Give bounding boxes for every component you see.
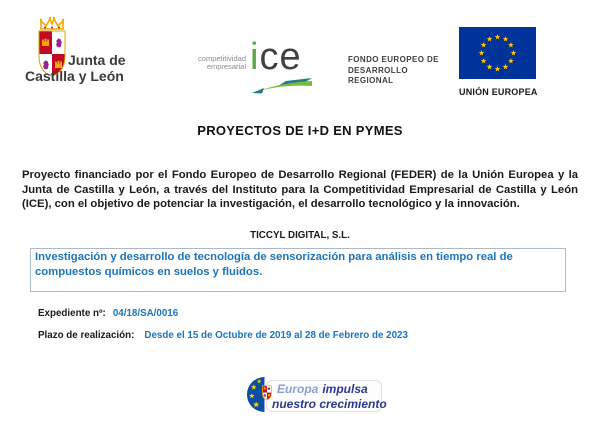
eu-flag-icon: [459, 27, 536, 79]
footer-slogan-line1: [270, 382, 387, 397]
footer-word-europa: Europa: [277, 382, 319, 396]
feder-line3: REGIONAL: [348, 76, 394, 85]
page-title: PROYECTOS DE I+D EN PYMES: [197, 123, 403, 138]
europa-impulsa-logo: [246, 376, 391, 418]
junta-logo-text-line1: Junta de: [68, 52, 126, 68]
funding-paragraph: Proyecto financiado por el Fondo Europeo de Desarrollo Regional (FEDER) de la Unión Europea y la Junta de Castilla y León, a través del Instituto para la Competitividad Empresarial de Castilla y León (ICE), con el objetivo de potenciar la investigación, el desarrollo tecnológico y la innovación.: [22, 169, 578, 211]
eu-flag-block: [459, 27, 537, 97]
expediente-row: [38, 308, 178, 319]
ice-letter-i: i: [250, 36, 260, 78]
ice-tagline-line2: empresarial: [206, 62, 246, 71]
junta-castilla-leon-logo: [24, 12, 150, 92]
project-description-box: Investigación y desarrollo de tecnología de sensorización para análisis en tiempo real de compuestos químicos en suelos y fluidos.: [30, 248, 566, 292]
junta-logo-text-line2: Castilla y León: [25, 68, 124, 84]
ice-letters-ce: ce: [259, 36, 302, 78]
plazo-row: [38, 330, 408, 341]
feder-line2: DESARROLLO: [348, 65, 408, 75]
footer-slogan: [270, 382, 387, 411]
footer-word-impulsa: impulsa: [322, 382, 368, 396]
plazo-label: Plazo de realización:: [38, 330, 135, 341]
expediente-label: Expediente nº:: [38, 308, 106, 319]
feder-line1: FONDO EUROPEO DE: [348, 55, 439, 64]
plazo-value: Desde el 15 de Octubre de 2019 al 28 de Febrero de 2023: [144, 330, 408, 341]
footer-slogan-line2: nuestro crecimiento: [272, 396, 387, 411]
company-name: TICCYL DIGITAL, S.L.: [250, 230, 350, 241]
ice-swoosh-icon: [252, 78, 312, 94]
ice-logo: [178, 36, 318, 96]
expediente-value: 04/18/SA/0016: [112, 308, 179, 319]
ice-tagline: [178, 55, 246, 71]
feder-label: [348, 55, 439, 87]
ice-wordmark: [250, 37, 302, 77]
eu-caption: UNIÓN EUROPEA: [459, 87, 538, 97]
ice-tagline-line1: competitividad: [198, 54, 246, 63]
